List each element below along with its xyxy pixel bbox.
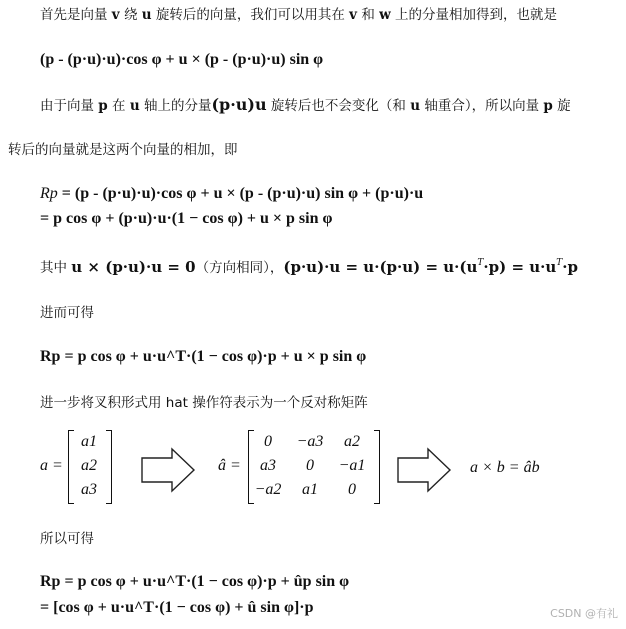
paragraph-3 [40,258,578,277]
equation-4-rhs-2: = [cos φ + u·u^T·(1 − cos φ) + û sin φ]·p [40,599,314,616]
equation-4-line-2 [40,598,314,618]
paragraph-2a [40,96,571,115]
vector-u: u [255,95,267,114]
paragraph-2b [8,141,238,159]
outer-product-term: ·p) = u·u [483,258,557,276]
equation-1-text: (p - (p·u)·u)·cos φ + u × (p - (p·u)·u) sin φ [40,51,324,68]
vector-u: u [141,7,152,23]
cross-hat-identity [470,458,540,478]
matrix-entry: 0 [348,481,356,498]
matrix-entry: −a1 [338,457,366,474]
outer-product-term: ·p [562,258,579,276]
text-segment: 上的分量相加得到，也就是 [390,7,558,23]
text-segment: 旋 [552,98,571,114]
equation-4-line-1 [40,572,349,592]
right-arrow-icon [396,447,452,493]
matrix-entry: 0 [306,457,314,474]
vector-p: p [98,98,108,114]
paragraph-1 [40,6,557,24]
vector-a-lhs: a = [40,457,63,474]
transpose-mark: T [556,258,563,268]
text-segment: 转后的向量就是这两个向量的相加，即 [8,142,238,158]
paragraph-5 [40,394,368,412]
text-segment: 绕 [119,7,142,23]
paragraph-6 [40,530,94,548]
equation-2-rhs-1: = (p - (p·u)·u)·cos φ + u × (p - (p·u)·u) sin φ + (p·u)·u [61,185,424,202]
transpose-mark: T [477,258,484,268]
right-bracket [374,430,380,504]
cross-identity-text: a × b = âb [470,459,540,476]
equation-2-line-2 [40,209,332,229]
text-segment: 在 [107,98,130,114]
matrix-entry: 0 [264,433,272,450]
equation-2-line-1 [40,184,423,204]
text-segment: 由于向量 [40,98,99,114]
vector-v: v [349,7,358,23]
right-arrow-icon [140,447,196,493]
matrix-entry: a1 [302,481,318,498]
text-segment: 进而可得 [40,305,94,321]
matrix-entry: a3 [81,481,97,498]
matrix-entry: −a3 [296,433,324,450]
text-segment: 和 [357,7,380,23]
projection-term: (p·u) [211,95,255,114]
text-segment: 旋转后也不会变化（和 [266,98,411,114]
outer-product-term: (p·u)·u = u·(p·u) = u·(u [283,258,478,276]
text-segment: 轴上的分量 [139,98,212,114]
cross-zero-term: u × (p·u)·u = 0 [71,258,196,276]
hat-matrix-lhs: â = [218,457,241,474]
vector-u: u [129,98,140,114]
paragraph-4 [40,304,94,322]
right-bracket [106,430,112,504]
hat-matrix-definition [218,430,388,510]
matrix-entry: a3 [260,457,276,474]
vector-u: u [410,98,421,114]
matrix-entry: −a2 [254,481,282,498]
text-segment: （方向相同）， [195,260,284,276]
rotation-lhs: Rp [40,185,58,202]
equation-3-text: Rp = p cos φ + u·u^T·(1 − cos φ)·p + u × p sin φ [40,348,367,365]
text-segment: 旋转后的向量，我们可以用其在 [151,7,350,23]
matrix-entry: a2 [81,457,97,474]
matrix-entry: a2 [344,433,360,450]
text-segment: 轴重合），所以向量 [420,98,544,114]
equation-3 [40,347,366,367]
text-segment: 进一步将叉积形式用 hat 操作符表示为一个反对称矩阵 [40,395,368,411]
equation-1 [40,50,323,70]
vector-w: w [379,7,391,23]
vector-p: p [543,98,553,114]
text-segment: 首先是向量 [40,7,112,23]
watermark: CSDN @有礼 [550,607,618,620]
equation-2-rhs-2: = p cos φ + (p·u)·u·(1 − cos φ) + u × p sin φ [40,210,333,227]
text-segment: 所以可得 [40,531,94,547]
vector-v: v [111,7,120,23]
matrix-entry: a1 [81,433,97,450]
text-segment: 其中 [40,260,72,276]
equation-4-rhs-1: Rp = p cos φ + u·u^T·(1 − cos φ)·p + ûp sin φ [40,573,350,590]
